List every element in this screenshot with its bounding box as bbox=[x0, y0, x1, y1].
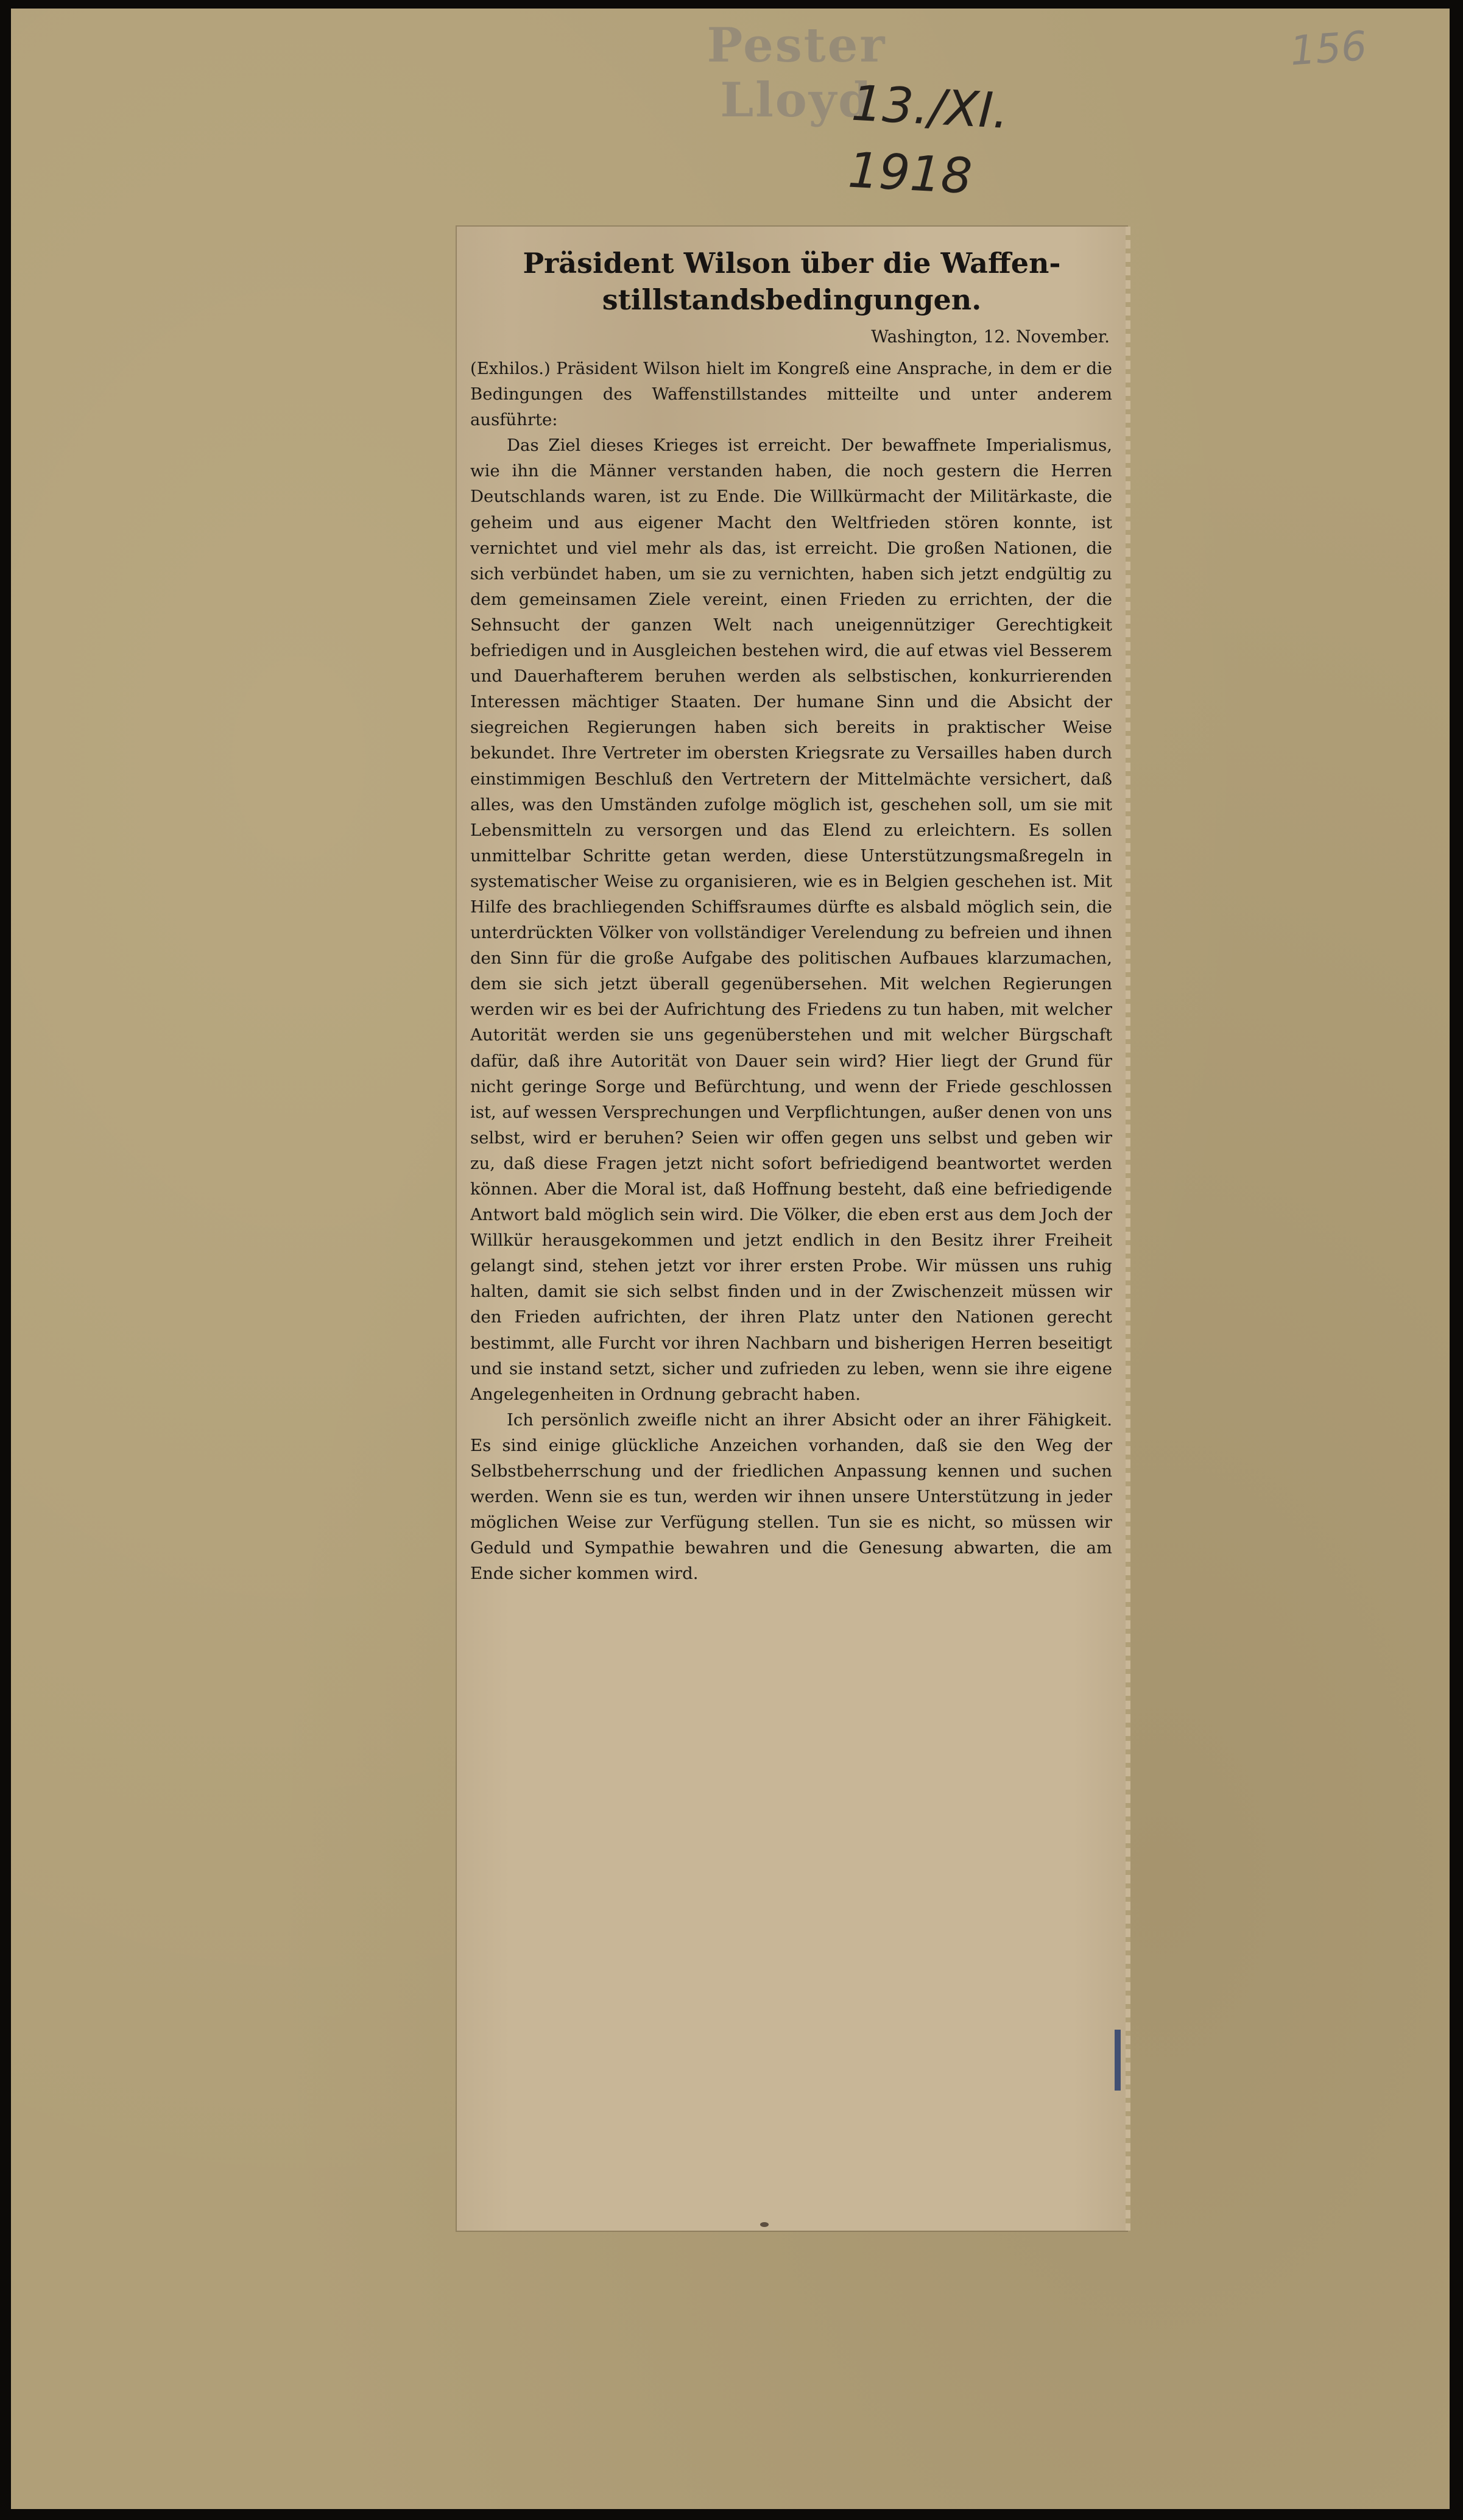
article-paragraph: Ich persönlich zweifle nicht an ihrer Absicht oder an ihrer Fähigkeit. Es sind einige glückliche Anzeichen vorhanden, daß sie den Weg der Selbstbeherrschung und der friedlichen Anpassung kennen und suchen werden. Wenn sie es tun, werden wir ihnen unsere Unterstützung in jeder möglichen Weise zur Verfügung stellen. Tun sie es nicht, so müssen wir Geduld und Sympathie bewahren und die Genesung abwarten, die am Ende sicher kommen wird. bbox=[470, 1410, 1112, 1584]
article-dateline: Washington, 12. November. bbox=[871, 326, 1110, 347]
newspaper-clipping bbox=[457, 227, 1127, 2231]
article-paragraph: Das Ziel dieses Krieges ist erreicht. Der bewaffnete Imperialismus, wie ihn die Männer verstanden haben, die noch gestern die Herren Deutschlands waren, ist zu Ende. Die Willkürmacht der Militärkaste, die geheim und aus eigener Macht den Weltfrieden stören konnte, ist vernichtet und viel mehr als das, ist erreicht. Die großen Nationen, die sich verbündet haben, um sie zu vernichten, haben sich jetzt endgültig zu dem gemeinsamen Ziele vereint, einen Frieden zu errichten, der die Sehnsucht der ganzen Welt nach uneigennütziger Gerechtigkeit befriedigen und in Ausgleichen bestehen wird, die auf etwas viel Besserem und Dauerhafterem beruhen werden als selbstischen, konkurrierenden Interessen mächtiger Staaten. Der humane Sinn und die Absicht der siegreichen Regierungen haben sich bereits in praktischer Weise bekundet. Ihre Vertreter im obersten Kriegsrate zu Versailles haben durch einstimmigen Beschluß den Vertretern der Mittelmächte versichert, daß alles, was den Umständen zufolge möglich ist, geschehen soll, um sie mit Lebensmitteln zu versorgen und das Elend zu erleichtern. Es sollen unmittelbar Schritte getan werden, diese Unterstützungsmaßregeln in systematischer Weise zu organisieren, wie es in Belgien geschehen ist. Mit Hilfe des brachliegenden Schiffsraumes dürfte es alsbald möglich sein, die unterdrückten Völker von vollständiger Verelendung zu befreien und ihnen den Sinn für die große Aufgabe des politischen Aufbaues klarzumachen, dem sie sich jetzt überall gegenübersehen. Mit welchen Regierungen werden wir es bei der Aufrichtung des Friedens zu tun haben, mit welcher Autorität werden sie uns gegenüberstehen und mit welcher Bürgschaft dafür, daß ihre Autorität von Dauer sein wird? Hier liegt der Grund für nicht geringe Sorge und Befürchtung, und wenn der Friede geschlossen ist, auf wessen Versprechungen und Verpflichtungen, außer denen von uns selbst, wird er beruhen? Seien wir offen gegen uns selbst und geben wir zu, daß diese Fragen jetzt nicht sofort befriedigend beantwortet werden können. Aber die Moral ist, daß Hoffnung besteht, daß eine befriedigende Antwort bald möglich sein wird. Die Völker, die eben erst aus dem Joch der Willkür herausgekommen und jetzt endlich in den Besitz ihrer Freiheit gelangt sind, stehen jetzt vor ihrer ersten Probe. Wir müssen uns ruhig halten, damit sie sich selbst finden und in der Zwischenzeit müssen wir den Frieden aufrichten, der ihren Platz unter den Nationen gerecht bestimmt, alle Furcht vor ihren Nachbarn und bisherigen Herren beseitigt und sie instand setzt, sicher und zufrieden zu leben, wenn sie ihre eigene Angelegenheiten in Ordnung gebracht haben. bbox=[470, 436, 1112, 1404]
torn-edge bbox=[1126, 227, 1130, 2231]
blue-pencil-mark bbox=[1115, 2030, 1121, 2091]
publication-stamp: Pester Lloyd bbox=[707, 18, 887, 128]
article-paragraph: (Exhilos.) Präsident Wilson hielt im Kongreß eine Ansprache, in dem er die Bedingungen des Waffenstillstandes mitteilte und unter anderem ausführte: bbox=[470, 359, 1112, 430]
folio-number: 156 bbox=[1288, 22, 1369, 75]
article-headline: Präsident Wilson über die Waffen-stillstandsbedingungen. bbox=[523, 247, 1061, 316]
ink-mark bbox=[760, 2222, 769, 2227]
handwritten-date: 13./XI. 1918 bbox=[847, 74, 1010, 205]
archive-sheet bbox=[11, 9, 1450, 2509]
article-body bbox=[470, 356, 1112, 2171]
